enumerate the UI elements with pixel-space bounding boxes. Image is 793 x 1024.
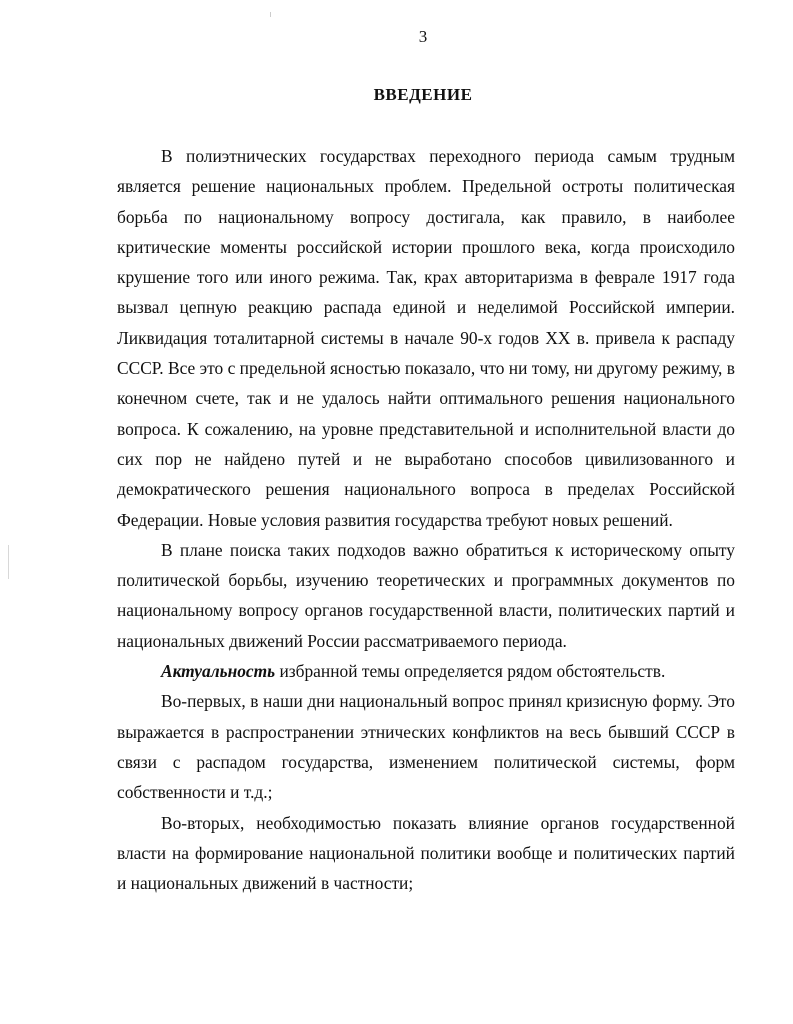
- paragraph-first-reason: Во-первых, в наши дни национальный вопрос принял кризисную форму. Это выражается в распространении этнических конфликтов на весь бывший СССР в связи с распадом государства, изменением политической системы, форм собственности и т.д.;: [117, 691, 735, 803]
- section-heading: ВВЕДЕНИЕ: [373, 85, 473, 104]
- paragraph-intro: В полиэтнических государствах переходного периода самым трудным является решение национальных проблем. Предельной остроты политическая борьба по национальному вопросу достигала, как правило, в наиболее критические моменты российской истории прошлого века, когда происходило крушение того или иного режима. Так, крах авторитаризма в феврале 1917 года вызвал цепную реакцию распада единой и неделимой Российской империи. Ликвидация тоталитарной системы в начале 90-х годов XX в. привела к распаду СССР. Все это с предельной ясностью показало, что ни тому, ни другому режиму, в конечном счете, так и не удалось найти оптимального решения национального вопроса. К сожалению, на уровне представительной и исполнительной власти до сих пор не найдено путей и не выработано способов цивилизованного и демократического решения национального вопроса в пределах Российской Федерации. Новые условия развития государства требуют новых решений.: [117, 146, 735, 530]
- scan-artifact-top: [270, 12, 271, 17]
- paragraph-approach: В плане поиска таких подходов важно обратиться к историческому опыту политической борьбы, изучению теоретических и программных документов по национальному вопросу органов государственной власти, политических партий и национальных движений России рассматриваемого периода.: [117, 539, 735, 651]
- paragraph-second-reason: Во-вторых, необходимостью показать влияние органов государственной власти на формирование национальной политики вообще и политических партий и национальных движений в частности;: [117, 812, 735, 894]
- relevance-term: Актуальность: [161, 661, 276, 682]
- relevance-text: избранной темы определяется рядом обстоятельств.: [275, 661, 666, 682]
- scan-artifact-left: [8, 545, 9, 579]
- body-text: [117, 141, 735, 898]
- paragraph-relevance: [117, 656, 735, 686]
- page-number: 3: [418, 27, 428, 46]
